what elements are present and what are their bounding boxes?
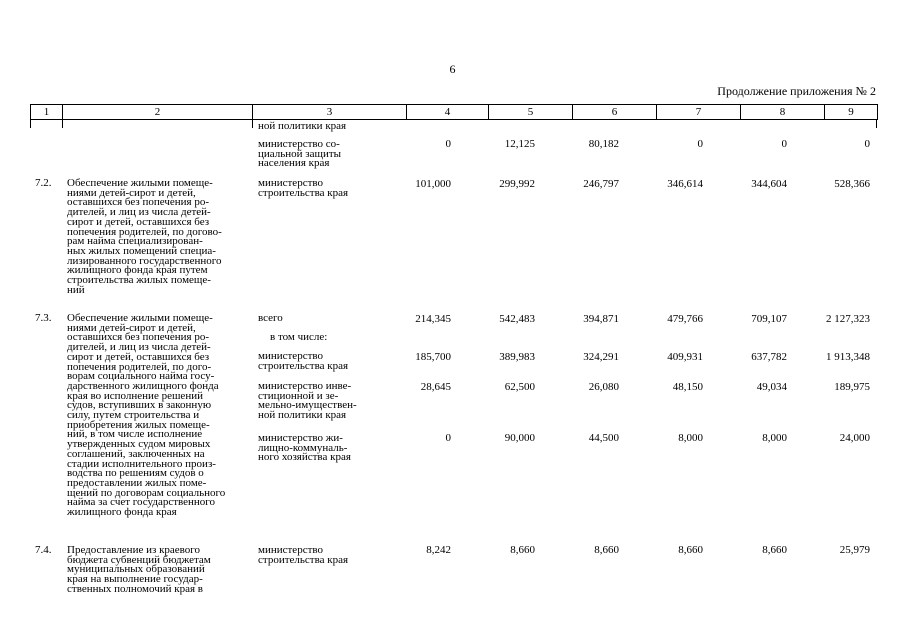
column-rule — [252, 120, 253, 128]
column-header-7: 7 — [657, 105, 741, 120]
value-cell: 0 — [445, 138, 451, 150]
continuation-note: Продолжение приложения № 2 — [717, 84, 876, 98]
value-cell: 189,975 — [834, 381, 870, 393]
column-header-8: 8 — [741, 105, 825, 120]
column-header-row — [30, 104, 878, 120]
ministry-cell: министерство строительства края — [258, 544, 349, 566]
value-cell: 528,366 — [834, 178, 870, 190]
value-cell: 8,242 — [426, 544, 451, 556]
value-cell: 389,983 — [499, 351, 535, 363]
value-cell: 26,080 — [588, 381, 619, 393]
value-cell: 44,500 — [588, 432, 619, 444]
page-number: 6 — [449, 62, 456, 76]
item-description: Обеспечение жилыми помеще- ниями детей-сирот и детей, оставшихся без попечения ро- дителей, и лиц из числа детей- сирот и детей, оставшихся без попечения родителей, по дого- ворам социального найма госу- дарственного жилищного фонда края во исполнение решений судов, вступивших в законную силу, путем строительства и приобретения жилых помеще- ний, в том числе исполнение утвержденных судом мировых соглашений, заключенных на стадии исполнительного произ- водства по решениям судов о предоставлении жилых поме- щений по договорам социального найма за счет государственного жилищного фонда края — [67, 312, 226, 519]
value-cell: 0 — [864, 138, 870, 150]
column-header-6: 6 — [573, 105, 657, 120]
value-cell: 24,000 — [839, 432, 870, 444]
value-cell: 48,150 — [672, 381, 703, 393]
value-cell: 479,766 — [667, 313, 703, 325]
value-cell: 101,000 — [415, 178, 451, 190]
value-cell: 1 913,348 — [826, 351, 870, 363]
value-cell: 25,979 — [839, 544, 870, 556]
item-description: Обеспечение жилыми помеще- ниями детей-сирот и детей, оставшихся без попечения ро- дителей, и лиц из числа детей- сирот и детей, оставшихся без попечения родителей, по догово- рам найма специализирован- ных жилых помещений специа- лизированного государственного жилищного фонда края путем строительства жилых помеще- ний — [67, 177, 222, 296]
value-cell: 246,797 — [583, 178, 619, 190]
column-rule — [30, 120, 31, 128]
value-cell: 394,871 — [583, 313, 619, 325]
column-header-4: 4 — [407, 105, 489, 120]
value-cell: 344,604 — [751, 178, 787, 190]
item-description: Предоставление из краевого бюджета субвенций бюджетам муниципальных образований края на выполнение государ- ственных полномочий края в — [67, 544, 211, 595]
column-header-3: 3 — [253, 105, 407, 120]
ministry-cell: ной политики края — [258, 120, 347, 132]
value-cell: 90,000 — [504, 432, 535, 444]
subtotal-label: в том числе: — [270, 331, 328, 343]
ministry-cell: всего — [258, 312, 283, 324]
value-cell: 49,034 — [756, 381, 787, 393]
value-cell: 8,000 — [762, 432, 787, 444]
value-cell: 409,931 — [667, 351, 703, 363]
value-cell: 8,660 — [594, 544, 619, 556]
value-cell: 637,782 — [751, 351, 787, 363]
value-cell: 324,291 — [583, 351, 619, 363]
ministry-cell: министерство строительства края — [258, 177, 349, 199]
value-cell: 346,614 — [667, 178, 703, 190]
ministry-cell: министерство со- циальной защиты населения края — [258, 138, 342, 170]
value-cell: 0 — [781, 138, 787, 150]
value-cell: 12,125 — [504, 138, 535, 150]
value-cell: 28,645 — [420, 381, 451, 393]
value-cell: 8,660 — [762, 544, 787, 556]
column-header-5: 5 — [489, 105, 573, 120]
value-cell: 0 — [697, 138, 703, 150]
column-header-1: 1 — [31, 105, 63, 120]
item-number: 7.2. — [35, 177, 52, 189]
ministry-cell: министерство инве- стиционной и зе- мельно-имуществен- ной политики края — [258, 380, 357, 422]
value-cell: 542,483 — [499, 313, 535, 325]
value-cell: 8,000 — [678, 432, 703, 444]
value-cell: 8,660 — [678, 544, 703, 556]
item-number: 7.4. — [35, 544, 52, 556]
value-cell: 8,660 — [510, 544, 535, 556]
value-cell: 80,182 — [588, 138, 619, 150]
ministry-cell: министерство строительства края — [258, 350, 349, 372]
column-header-9: 9 — [825, 105, 878, 120]
value-cell: 185,700 — [415, 351, 451, 363]
value-cell: 0 — [445, 432, 451, 444]
column-header-2: 2 — [63, 105, 253, 120]
item-number: 7.3. — [35, 312, 52, 324]
column-rule — [876, 120, 877, 128]
value-cell: 709,107 — [751, 313, 787, 325]
value-cell: 299,992 — [499, 178, 535, 190]
ministry-cell: министерство жи- лищно-коммуналь- ного хозяйства края — [258, 432, 351, 464]
value-cell: 214,345 — [415, 313, 451, 325]
column-rule — [62, 120, 63, 128]
value-cell: 62,500 — [504, 381, 535, 393]
value-cell: 2 127,323 — [826, 313, 870, 325]
